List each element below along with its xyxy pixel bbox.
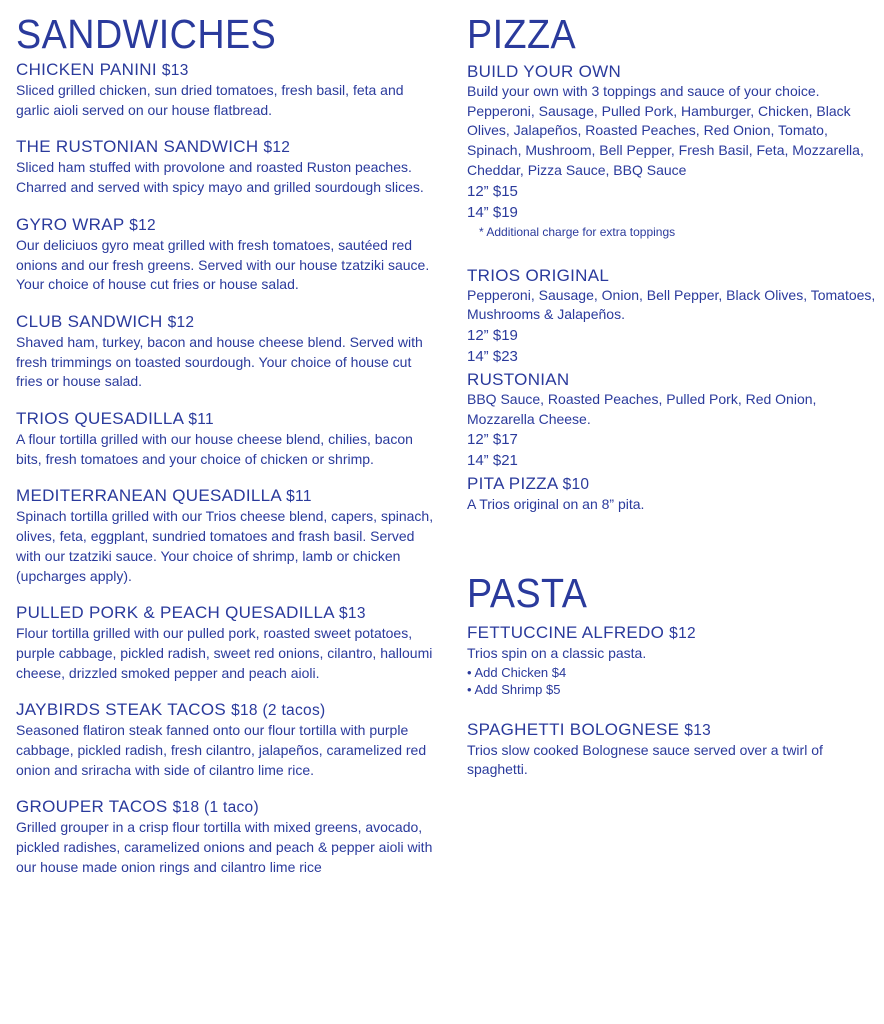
item-name: FETTUCCINE ALFREDO $12: [467, 623, 696, 643]
menu-item-pita-pizza: [467, 473, 877, 515]
menu-item-chicken-panini: [16, 59, 436, 120]
item-description: BBQ Sauce, Roasted Peaches, Pulled Pork, Red Onion, Mozzarella Cheese.: [467, 390, 817, 427]
item-price: $12: [669, 625, 696, 643]
item-name: PULLED PORK & PEACH QUESADILLA $13: [16, 603, 366, 623]
item-price: $11: [188, 411, 214, 429]
menu-item-fettuccine-alfredo: [467, 622, 877, 699]
item-description: Spinach tortilla grilled with our Trios cheese blend, capers, spinach, olives, feta, eggplant, sundried tomatoes and frash basil. Served with our tzatziki sauce. Your choice of shrimp, lamb or chicken (upcharges apply).: [16, 508, 434, 584]
section-title-pasta: PASTA: [467, 570, 588, 617]
item-description: Trios slow cooked Bolognese sauce served over a twirl of spaghetti.: [467, 741, 823, 778]
item-price: $18 (2 tacos): [231, 702, 326, 720]
item-name: CLUB SANDWICH $12: [16, 311, 195, 331]
item-description: Build your own with 3 toppings and sauce of your choice.: [467, 83, 820, 99]
item-name: BUILD YOUR OWN: [467, 62, 622, 81]
item-name: THE RUSTONIAN SANDWICH $12: [16, 137, 291, 157]
item-name: GROUPER TACOS $18 (1 taco): [16, 797, 259, 817]
section-title-sandwiches: SANDWICHES: [16, 11, 277, 57]
item-description: Pepperoni, Sausage, Onion, Bell Pepper, Black Olives, Tomatoes, Mushrooms & Jalapeños.: [467, 286, 876, 323]
item-description: Flour tortilla grilled with our pulled pork, roasted sweet potatoes, purple cabbage, pickled radish, sweet red onions, cilantro, halloumi cheese, drizzled smoked pepper and peach aioli.: [16, 625, 433, 681]
item-description: A Trios original on an 8” pita.: [467, 496, 645, 513]
item-price: $10: [562, 476, 590, 494]
item-price: $12: [129, 216, 156, 234]
item-description: Grilled grouper in a crisp flour tortilla with mixed greens, avocado, pickled radishes, caramelized onions and peach & pepper aioli with our house made onion rings and cilantro lime rice: [16, 819, 433, 875]
size-price-12: 12” $15: [467, 182, 518, 200]
menu-item-mediterranean-quesadilla: [16, 485, 436, 586]
menu-item-pulled-pork-quesadilla: [16, 602, 436, 683]
size-price-12: 12” $17: [467, 431, 518, 449]
item-price: $11: [286, 488, 312, 506]
menu-item-trios-quesadilla: [16, 408, 436, 469]
item-description: A flour tortilla grilled with our house cheese blend, chilies, bacon bits, fresh tomatoes and your choice of chicken or shrimp.: [16, 431, 413, 467]
item-price: $13: [338, 605, 366, 623]
item-name: TRIOS ORIGINAL: [467, 265, 610, 285]
item-price: $18 (1 taco): [172, 799, 259, 817]
item-price: $12: [167, 313, 195, 331]
item-description: Sliced grilled chicken, sun dried tomatoes, fresh basil, feta and garlic aioli served on our house flatbread.: [16, 82, 404, 118]
toppings-list: Pepperoni, Sausage, Pulled Pork, Hamburger, Chicken, Black Olives, Jalapeños, Roasted Peaches, Red Onion, Tomato, Spinach, Mushroom, Bell Pepper, Fresh Basil, Feta, Mozzarella, Cheddar, Pizza Sauce, BBQ Sauce: [467, 102, 864, 178]
sandwiches-section: [16, 0, 436, 878]
item-description: Seasoned flatiron steak fanned onto our flour tortilla with purple cabbage, pickled radish, fresh cilantro, jalapeños, caramelized red onion and sriracha with side of cilantro lime rice.: [16, 722, 427, 778]
item-description: Trios spin on a classic pasta.: [467, 645, 647, 662]
item-description: Shaved ham, turkey, bacon and house cheese blend. Served with fresh trimmings on toasted sourdough. Your choice of house cut fries or house salad.: [16, 333, 423, 390]
size-price-12: 12” $19: [467, 326, 518, 344]
item-price: $13: [684, 721, 712, 739]
item-description: Sliced ham stuffed with provolone and roasted Ruston peaches. Charred and served with spicy mayo and grilled sourdough slices.: [16, 159, 424, 196]
item-name: SPAGHETTI BOLOGNESE $13: [467, 719, 712, 739]
item-price: $12: [263, 139, 291, 157]
item-name: TRIOS QUESADILLA $11: [16, 409, 214, 429]
size-price-14: 14” $21: [467, 452, 518, 470]
section-title-pizza: PIZZA: [467, 11, 577, 57]
size-price-14: 14” $23: [467, 347, 518, 365]
item-name: RUSTONIAN: [467, 369, 570, 389]
size-price-14: 14” $19: [467, 203, 518, 221]
menu-item-jaybirds-steak-tacos: [16, 699, 436, 780]
item-description: Our deliciuos gyro meat grilled with fresh tomatoes, sautéed red onions and our fresh greens. Served with our house tzatziki sauce. Your choice of house cut fries or house salad.: [16, 236, 430, 293]
item-name: GYRO WRAP $12: [16, 214, 156, 234]
item-name: JAYBIRDS STEAK TACOS $18 (2 tacos): [16, 700, 326, 720]
item-price: $13: [161, 62, 189, 79]
add-on-chicken: • Add Chicken $4: [467, 664, 567, 680]
pizza-pasta-column: [467, 0, 877, 780]
toppings-note: * Additional charge for extra toppings: [479, 224, 676, 239]
menu-item-gyro-wrap: [16, 214, 436, 295]
menu-item-trios-original: [467, 265, 877, 367]
add-on-shrimp: • Add Shrimp $5: [467, 682, 561, 698]
item-name: PITA PIZZA $10: [467, 474, 590, 494]
menu-item-club-sandwich: [16, 311, 436, 392]
menu-item-rustonian: [467, 369, 877, 471]
item-name: CHICKEN PANINI $13: [16, 60, 189, 79]
menu-item-spaghetti-bolognese: [467, 719, 877, 780]
menu-item-build-your-own: [467, 61, 877, 241]
item-name: MEDITERRANEAN QUESADILLA $11: [16, 486, 312, 506]
menu-item-rustonian-sandwich: [16, 136, 436, 197]
menu-item-grouper-tacos: [16, 796, 436, 877]
